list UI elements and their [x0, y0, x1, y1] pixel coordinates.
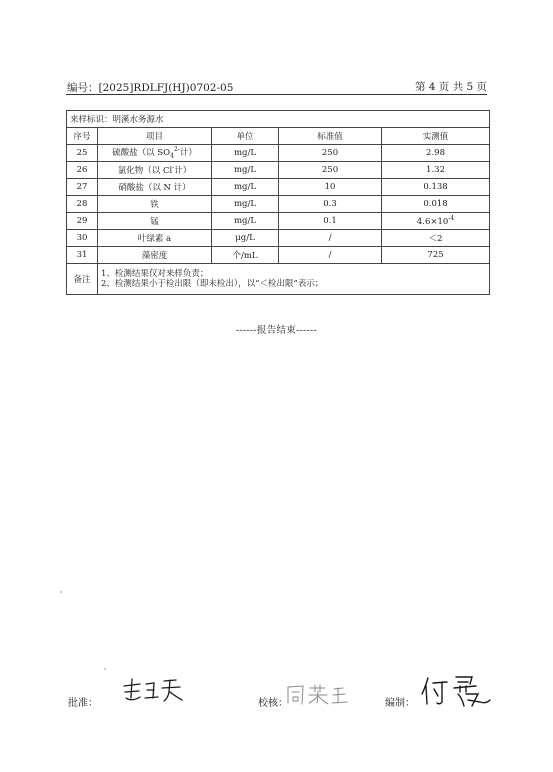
measured-value	[382, 213, 490, 230]
item-name	[98, 179, 212, 196]
measured-value	[382, 179, 490, 196]
item-superscript: -	[172, 164, 175, 172]
standard-value: /	[279, 230, 382, 247]
compiler-signature	[420, 674, 495, 708]
col-header-standard: 标准值	[279, 128, 382, 145]
measured-exponent: -4	[448, 215, 455, 223]
row-number: 29	[67, 213, 98, 230]
item-text: 硫酸盐（以 SO	[112, 148, 171, 159]
measured-text: 1.32	[426, 165, 445, 175]
standard-value: 10	[279, 179, 382, 196]
item-text: 锰	[150, 217, 159, 227]
remarks-row	[67, 264, 490, 295]
table-row	[67, 196, 490, 213]
col-header-item: 项目	[98, 128, 212, 145]
col-header-measured: 实测值	[382, 128, 490, 145]
standard-value: /	[279, 247, 382, 264]
sample-row	[67, 111, 490, 128]
unit: mg/L	[212, 145, 279, 162]
measured-value	[382, 145, 490, 162]
results-table	[66, 110, 490, 295]
unit: 个/mL	[212, 247, 279, 264]
item-superscript: 2-	[173, 146, 180, 154]
check-label: 校核：	[258, 698, 288, 709]
unit: mg/L	[212, 162, 279, 179]
approve-label: 批准：	[68, 698, 98, 709]
header-rule	[66, 94, 487, 95]
item-subscript: 4	[170, 152, 174, 160]
item-name	[98, 247, 212, 264]
table-row	[67, 179, 490, 196]
remarks-label: 备注	[67, 264, 98, 295]
col-header-no: 序号	[67, 128, 98, 145]
measured-text: 0.018	[423, 199, 448, 209]
standard-value: 250	[279, 162, 382, 179]
remark-line-1: 1、检测结果仅对来样负责；	[101, 269, 209, 279]
unit: mg/L	[212, 179, 279, 196]
page-indicator: 第 4 页 共 5 页	[414, 81, 487, 93]
item-text: 氯化物（以 Cl	[117, 166, 173, 176]
col-header-unit: 单位	[212, 128, 279, 145]
row-number: 27	[67, 179, 98, 196]
item-text: 叶绿素 a	[137, 234, 172, 244]
measured-value	[382, 230, 490, 247]
item-name	[98, 230, 212, 247]
scan-speck	[104, 668, 106, 670]
standard-value: 0.3	[279, 196, 382, 213]
item-text: 铁	[150, 200, 159, 210]
table-row	[67, 162, 490, 179]
measured-value	[382, 247, 490, 264]
item-tail: 计）	[174, 166, 192, 176]
row-number: 26	[67, 162, 98, 179]
compile-label: 编制：	[385, 698, 415, 709]
row-number: 28	[67, 196, 98, 213]
table-row	[67, 213, 490, 230]
item-name	[98, 213, 212, 230]
unit: mg/L	[212, 196, 279, 213]
measured-text: 2.98	[426, 148, 445, 158]
remark-line-2: 2、检测结果小于检出限（即未检出），以“＜检出限”表示；	[101, 279, 324, 289]
unit: mg/L	[212, 213, 279, 230]
unit: μg/L	[212, 230, 279, 247]
measured-text: 4.6×10	[416, 216, 449, 227]
header-row	[67, 128, 490, 145]
standard-value: 250	[279, 145, 382, 162]
measured-value	[382, 162, 490, 179]
table-row	[67, 145, 490, 162]
standard-value: 0.1	[279, 213, 382, 230]
item-name	[98, 196, 212, 213]
measured-text: 0.138	[423, 182, 448, 192]
item-text: 硝酸盐（以 N 计）	[118, 183, 191, 193]
report-number: 编号：[2025]RDLFJ(HJ)0702-05	[67, 82, 234, 94]
remarks-text	[98, 264, 490, 295]
item-tail: 计）	[179, 148, 197, 159]
row-number: 31	[67, 247, 98, 264]
item-name	[98, 145, 212, 162]
measured-text: 725	[427, 250, 444, 260]
measured-text: ＜2	[428, 234, 443, 244]
item-text: 藻密度	[141, 251, 168, 261]
report-end-marker: ------报告结束------	[235, 325, 318, 336]
row-number: 25	[67, 145, 98, 162]
table-row	[67, 247, 490, 264]
checker-signature	[285, 683, 355, 707]
approver-signature	[120, 676, 190, 706]
table-row	[67, 230, 490, 247]
item-name	[98, 162, 212, 179]
row-number: 30	[67, 230, 98, 247]
measured-value	[382, 196, 490, 213]
scan-speck	[60, 591, 62, 593]
sample-label: 来样标识：明溪水务源水	[67, 111, 490, 128]
